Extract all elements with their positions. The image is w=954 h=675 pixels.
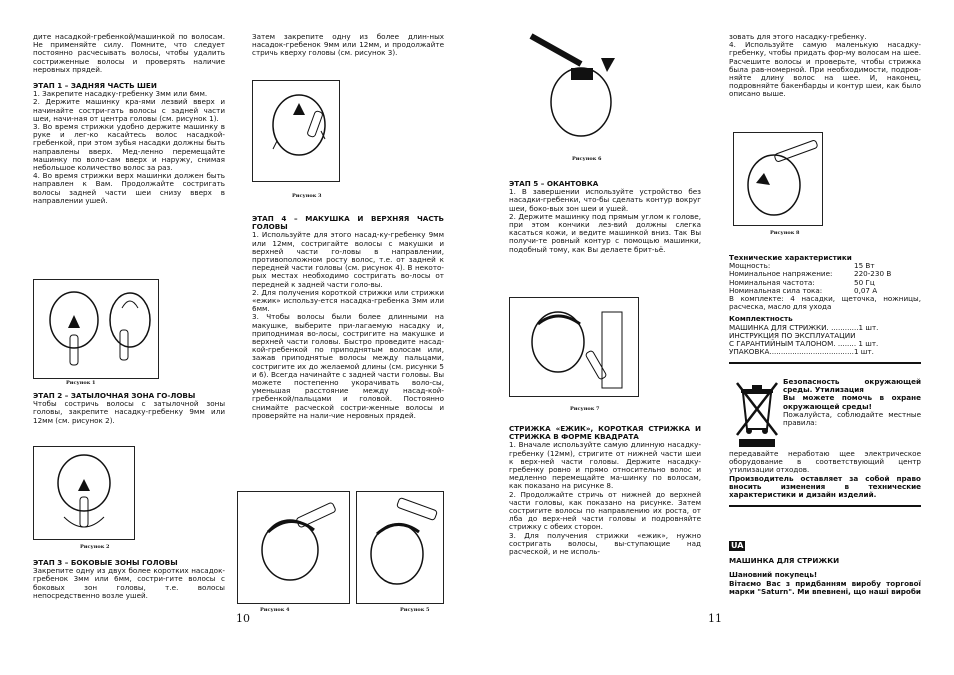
divider	[729, 362, 921, 364]
spec-title: Технические характеристики	[729, 253, 852, 262]
step1-p4: 4. Во время стрижки верх машинки должен быть направлен к Вам. Продолжайте состригать волосы задней части шеи снизу вверх в направлении ушей.	[33, 171, 225, 205]
figure-4-illustration	[238, 492, 349, 603]
eco-block-2	[729, 450, 921, 511]
figure-8-illustration	[734, 133, 822, 225]
step4-p1: 1. Используйте для этого насад-ку-гребенку 9мм или 12мм, состригайте волосы с макушки и верхней части го-ловы в направлении, противоположном росту волос, т.е. от задней к передней части головы (см. рисунок 4). В некото-рых местах необходимо состригать во-лосы от передней к задней части голо-вы.	[252, 230, 444, 289]
specs-block	[729, 254, 921, 368]
col4-intro: зовать для этого насадку-гребенку.	[729, 32, 867, 41]
column-3	[509, 180, 701, 254]
divider	[729, 505, 921, 507]
figure-5-illustration	[357, 492, 443, 603]
ua-block	[729, 541, 921, 596]
eco-block	[783, 378, 921, 427]
figure-3-illustration	[253, 81, 339, 181]
spec-row: Номинальная частота: 50 Гц	[729, 277, 875, 287]
spec-table	[729, 262, 891, 295]
step1-p1: 1. Закрепите насадку-гребенку 3мм или 6мм.	[33, 89, 208, 99]
weee-bin-icon	[733, 379, 781, 449]
eco-text: передавайте неработаю щее электрическое оборудование в соответствующий центр утилизации отходов.	[729, 449, 921, 475]
step2-p: Чтобы состричь волосы с затылочной зоны головы, закрепите насадку-гребенку 9мм или 12мм (см. рисунок 2).	[33, 399, 225, 425]
figure-6	[521, 28, 631, 146]
spec-row: Номинальная сила тока: 0,07 А	[729, 285, 878, 295]
figure-7-caption: Рисунок 7	[570, 406, 600, 412]
figure-3	[252, 80, 340, 182]
figure-4	[237, 491, 350, 604]
col2-intro: Затем закрепите одну из более длин-ных насадок-гребенок 9мм или 12мм, и продолжайте стричь кверху головы (см. рисунок 3).	[252, 32, 444, 58]
ua-text: Вітаємо Вас з придбанням виробу торгової марки "Saturn". Ми впевнені, що наші вироби	[729, 578, 921, 596]
style-p3: 3. Для получения стрижки «ежик», нужно состригать волосы, вы-ступающие над расческой, и не исполь-	[509, 530, 701, 557]
spec-row: Номинальное напряжение: 220-230 В	[729, 269, 892, 279]
figure-8-caption: Рисунок 8	[770, 230, 800, 236]
column-1-step3	[33, 559, 225, 600]
step5-p2: 2. Держите машинку под прямым углом к голове, при этом кончики лез-вий должны слегка касаться кожи, и ведите машинкой вниз. Так Вы получи-те ровный контур с помощью машинки, подобный тому, как Вы делаете брит-ьё.	[509, 211, 701, 254]
figure-7-illustration	[510, 298, 638, 396]
step2-title: ЭТАП 2 – ЗАТЫЛОЧНАЯ ЗОНА ГО-ЛОВЫ	[33, 391, 196, 400]
step3-title: ЭТАП 3 – БОКОВЫЕ ЗОНЫ ГОЛОВЫ	[33, 558, 178, 567]
figure-1-caption: Рисунок 1	[66, 380, 96, 386]
figure-2-caption: Рисунок 2	[80, 544, 110, 550]
figure-5-caption: Рисунок 5	[400, 607, 430, 613]
figure-1	[33, 279, 159, 379]
figure-6-illustration	[521, 28, 631, 146]
page-number-right: 11	[708, 612, 722, 625]
step5-p1: 1. В завершении используйте устройство без насадки-гребенки, что-бы сделать контур вокруг шеи, боко-вых зон шеи и ушей.	[509, 187, 701, 213]
figure-5	[356, 491, 444, 604]
step4-p3: 3. Чтобы волосы были более длинными на макушке, выберите при-лагаемую насадку и, приподнимая во-лосы, состригите на макушке и верхней части головы. Быстро проведите насад-кой-гребенкой по приподнятым волосам или, зажав приподнятые волосы между пальцами, состригите их до желаемой длины (см. рисунки 5 и 6). Всегда начинайте с задней части головы. Вы можете постепенно укорачивать воло-сы, уменьшая расстояние между насад-кой-гребенкой/пальцами и головой. Постоянно снимайте расческой состри-женные волосы и проверяйте на нали-чие неровных прядей.	[252, 312, 444, 420]
column-4-intro	[729, 33, 921, 99]
complect-title: Комплектность	[729, 314, 793, 324]
kit-text: В комплекте: 4 насадки, щеточка, ножницы, расческа, масло для ухода	[729, 294, 921, 312]
style-title: СТРИЖКА «ЕЖИК», КОРОТКАЯ СТРИЖКА И СТРИЖКА В ФОРМЕ КВАДРАТА	[509, 424, 701, 442]
complect-line: ИНСТРУКЦИЯ ПО ЭКСПЛУАТАЦИИ	[729, 330, 856, 340]
step1-title: ЭТАП 1 – ЗАДНЯЯ ЧАСТЬ ШЕИ	[33, 81, 157, 91]
column-3-style	[509, 425, 701, 556]
ua-title: МАШИНКА ДЛЯ СТРИЖКИ	[729, 556, 840, 566]
column-1-step2	[33, 392, 225, 425]
eco-subtitle: Вы можете помочь в охране окружающей среды!	[783, 393, 921, 411]
step1-p3: 3. Во время стрижки удобно держите машинку в руке и лег-ко касайтесь волос насадкой-гребенкой, при этом зубья насадки должны быть направлены вверх. Мед-ленно перемещайте машинку по воло-сам вверх и наружу, снимая небольшое количество волос за раз.	[33, 122, 225, 173]
col1-intro: дите насадкой-гребенкой/машинкой по волосам. Не применяйте силу. Помните, что следует постоянно расчесывать волосы, чтобы удалить состриженные волосы и проверять наличие неровных прядей.	[33, 32, 225, 74]
column-1	[33, 33, 225, 205]
step1-p2: 2. Держите машинку кра-ями лезвий вверх и начинайте состри-гать волосы с задней части шеи, начи-ная от центра головы (см. рисунок 1).	[33, 97, 225, 123]
maker-note: Производитель оставляет за собой право вносить изменения в технические характеристики и дизайн изделий.	[729, 473, 921, 500]
figure-1-illustration	[34, 280, 158, 378]
column-2-intro	[252, 33, 444, 58]
figure-3-caption: Рисунок 3	[292, 193, 322, 199]
complect-line: МАШИНКА ДЛЯ СТРИЖКИ. ............1 шт.	[729, 322, 879, 332]
col4-p4: 4. Используйте самую маленькую насадку-гребенку, чтобы придать фор-му волосам на шее. Расчешите волосы и проверьте, чтобы стрижка была рав-номерной. При необходимости, подров-няйте длину волос на шее. И, наконец, подровняйте бакенбарды и контур шеи, как было описано выше.	[729, 40, 921, 99]
figure-4-caption: Рисунок 4	[260, 607, 290, 613]
column-2-step4	[252, 215, 444, 420]
figure-6-caption: Рисунок 6	[572, 156, 602, 162]
style-p1: 1. Вначале используйте самую длинную насадку-гребенку (12мм), стригите от нижней части шеи к верх-ней части головы. Держите насадку-гребенку ровно и прямо относительно волос и медленно перемещайте ма-шинку по волосам, как показано на рисунке 8.	[509, 440, 701, 491]
ua-badge: UA	[731, 541, 744, 550]
figure-8	[733, 132, 823, 226]
style-p2: 2. Продолжайте стричь от нижней до верхней части головы, как показано на рисунке. Затем состригите волосы по направлению их роста, от лба до верх-ней части головы и подровняйте стрижку с обеих сторон.	[509, 489, 701, 532]
step3-p: Закрепите одну из двух более коротких насадок-гребенок 3мм или 6мм, состри-гите волосы с боковых зон головы, т.е. волосы непосредственно возле ушей.	[33, 566, 225, 600]
eco-rules: Пожалуйста, соблюдайте местные правила:	[783, 409, 921, 428]
spec-row: Мощность: 15 Вт	[729, 261, 875, 271]
page-number-left: 10	[236, 612, 250, 625]
step4-p2: 2. Для получения короткой стрижки или стрижки «ежик» использу-ется насадка-гребенка 3мм или 6мм.	[252, 287, 444, 314]
figure-2-illustration	[34, 447, 134, 539]
step4-title: ЭТАП 4 – МАКУШКА И ВЕРХНЯЯ ЧАСТЬ ГОЛОВЫ	[252, 214, 444, 232]
ua-greeting: Шановний покупець!	[729, 570, 818, 580]
step5-title: ЭТАП 5 – ОКАНТОВКА	[509, 179, 599, 188]
complect-line: С ГАРАНТИЙНЫМ ТАЛОНОМ. ........ 1 шт.	[729, 339, 879, 349]
figure-2	[33, 446, 135, 540]
complect-line: УПАКОВКА.....................................1 шт.	[729, 347, 874, 357]
figure-7	[509, 297, 639, 397]
eco-title: Безопасность окружающей среды. Утилизация	[783, 377, 921, 395]
